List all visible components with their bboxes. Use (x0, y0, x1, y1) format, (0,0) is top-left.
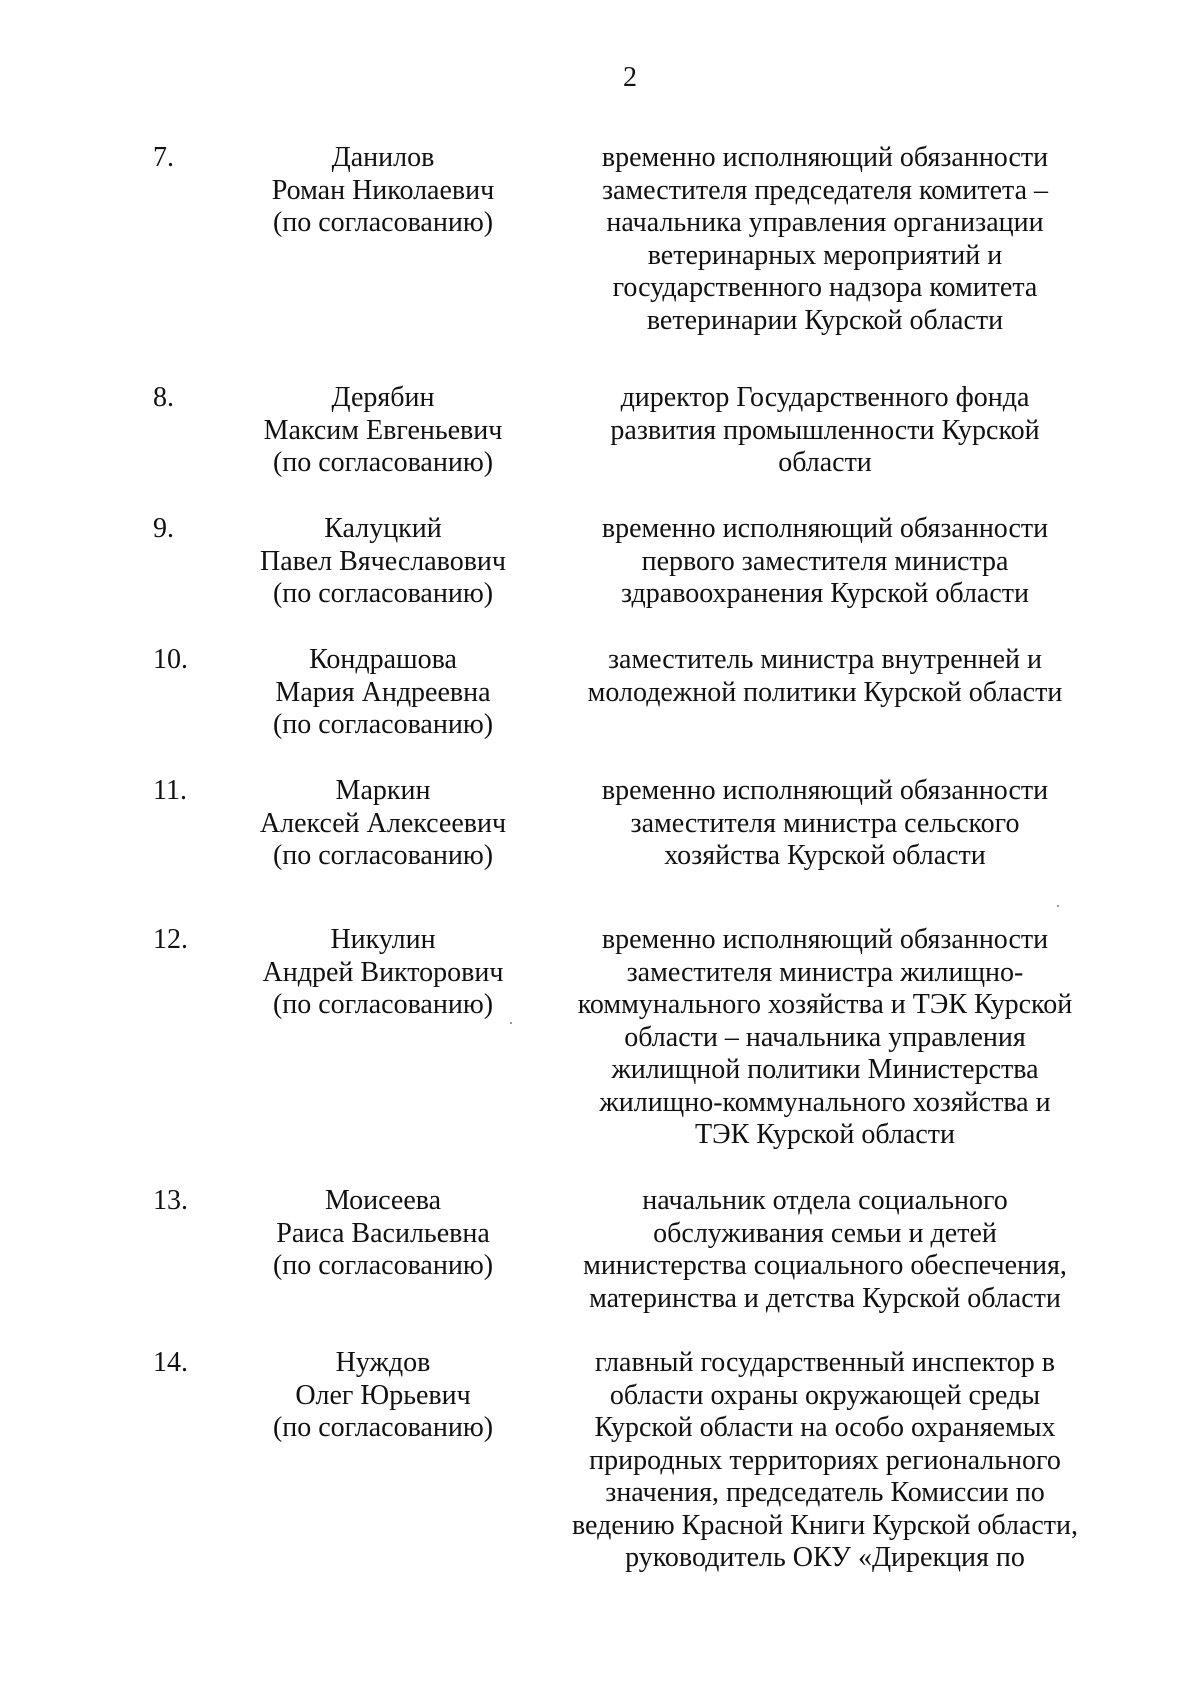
role-line: заместителя министра сельского (630, 807, 1020, 839)
scan-speck (1057, 905, 1059, 907)
role-line: первого заместителя министра (641, 545, 1009, 577)
role-line: ТЭК Курской области (694, 1119, 956, 1150)
person-surname: Маркин (335, 775, 431, 806)
person-given-names: Раиса Васильевна (276, 1217, 490, 1249)
person-given-names: Алексей Алексеевич (259, 807, 507, 839)
agreement-note: (по согласованию) (272, 840, 494, 871)
person-given-names: Мария Андреевна (275, 676, 491, 708)
role-line: жилищно-коммунального хозяйства и (599, 1086, 1051, 1118)
person-name-block (233, 142, 533, 240)
person-surname: Нуждов (335, 1347, 431, 1378)
entry-number: 7. (153, 142, 174, 173)
role-line: области – начальника управления (624, 1021, 1026, 1053)
role-line: заместитель министра внутренней и (607, 644, 1043, 675)
person-name-block (233, 382, 533, 480)
person-surname: Калуцкий (324, 513, 442, 544)
agreement-note: (по согласованию) (272, 989, 494, 1020)
page-number: 2 (623, 62, 637, 93)
role-line: молодежной политики Курской области (587, 676, 1063, 708)
entry-number: 9. (153, 513, 174, 544)
entry-number: 12. (153, 924, 188, 955)
role-line: временно исполняющий обязанности (601, 775, 1049, 806)
position-description (560, 382, 1090, 480)
role-line: природных территориях регионального (589, 1444, 1061, 1476)
person-given-names: Андрей Викторович (262, 956, 504, 988)
entry-number: 13. (153, 1185, 188, 1216)
entry-number: 11. (153, 775, 187, 806)
person-surname: Данилов (331, 142, 435, 173)
person-given-names: Олег Юрьевич (295, 1379, 471, 1411)
person-given-names: Максим Евгеньевич (263, 414, 503, 446)
position-description (560, 644, 1090, 709)
position-description (560, 142, 1090, 337)
role-line: руководитель ОКУ «Дирекция по (625, 1542, 1025, 1573)
entry-number: 8. (153, 382, 174, 413)
role-line: области охраны окружающей среды (609, 1379, 1041, 1411)
role-line: директор Государственного фонда (620, 382, 1030, 413)
role-line: жилищной политики Министерства (611, 1054, 1039, 1085)
person-name-block (233, 644, 533, 742)
role-line: ведению Красной Книги Курской области, (571, 1509, 1079, 1541)
role-line: значения, председатель Комиссии по (605, 1477, 1045, 1508)
person-surname: Кондрашова (309, 644, 457, 675)
person-name-block (233, 1185, 533, 1283)
role-line: государственного надзора комитета (612, 272, 1038, 303)
position-description (560, 924, 1090, 1152)
role-line: ветеринарии Курской области (646, 304, 1004, 336)
person-surname: Моисеева (324, 1185, 442, 1216)
role-line: начальника управления организации (606, 207, 1044, 238)
role-line: начальник отдела социального (642, 1185, 1008, 1216)
role-line: коммунального хозяйства и ТЭК Курской (577, 989, 1073, 1020)
role-line: временно исполняющий обязанности (601, 513, 1049, 544)
role-line: области (778, 447, 872, 478)
agreement-note: (по согласованию) (272, 1250, 494, 1281)
entry-number: 10. (153, 644, 188, 675)
role-line: материнства и детства Курской области (589, 1282, 1061, 1314)
role-line: заместителя министра жилищно- (626, 956, 1024, 988)
role-line: временно исполняющий обязанности (601, 142, 1049, 173)
role-line: заместителя председателя комитета – (601, 174, 1049, 206)
entry-number: 14. (153, 1347, 188, 1378)
agreement-note: (по согласованию) (272, 709, 494, 740)
person-name-block (233, 513, 533, 611)
position-description (560, 1185, 1090, 1315)
person-surname: Дерябин (331, 382, 435, 413)
person-given-names: Роман Николаевич (271, 174, 495, 206)
position-description (560, 513, 1090, 611)
person-name-block (233, 1347, 533, 1445)
scan-speck (510, 1022, 512, 1024)
role-line: ветеринарных мероприятий и (647, 239, 1003, 271)
person-name-block (233, 924, 533, 1022)
person-name-block (233, 775, 533, 873)
role-line: министерства социального обеспечения, (583, 1250, 1067, 1281)
agreement-note: (по согласованию) (272, 207, 494, 238)
position-description (560, 775, 1090, 873)
agreement-note: (по согласованию) (272, 578, 494, 609)
role-line: развития промышленности Курской (610, 414, 1040, 446)
role-line: хозяйства Курской области (664, 840, 986, 871)
role-line: обслуживания семьи и детей (653, 1217, 997, 1249)
person-given-names: Павел Вячеславович (259, 545, 506, 577)
agreement-note: (по согласованию) (272, 1412, 494, 1443)
person-surname: Никулин (330, 924, 436, 955)
role-line: главный государственный инспектор в (595, 1347, 1055, 1378)
position-description (560, 1347, 1090, 1575)
role-line: Курской области на особо охраняемых (594, 1412, 1056, 1443)
agreement-note: (по согласованию) (272, 447, 494, 478)
role-line: временно исполняющий обязанности (601, 924, 1049, 955)
role-line: здравоохранения Курской области (620, 578, 1029, 609)
